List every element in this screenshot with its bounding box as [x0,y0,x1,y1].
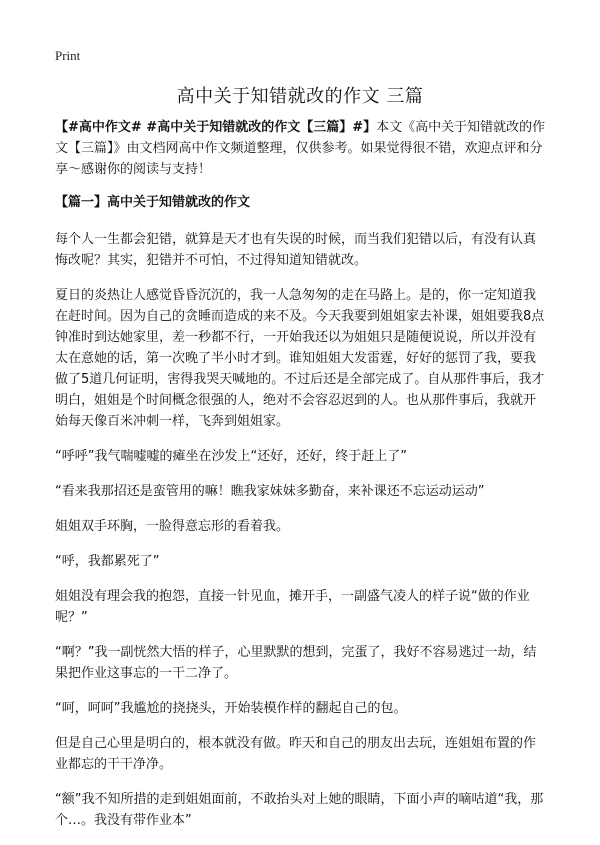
paragraph: “看来我那招还是蛮管用的嘛！瞧我家妹妹多勤奋，来补课还不忘运动运动” [55,484,485,499]
paragraph: 姐姐没有理会我的抱怨，直接一针见血，摊开手，一副盛气凌人的样子说“做的作业呢？” [55,589,530,625]
paragraph: “啊？”我一副恍然大悟的样子，心里默默的想到，完蛋了，我好不容易逃过一劫，结果把作业这事忘的一干二净了。 [55,645,537,681]
paragraph: 但是自己心里是明白的，根本就没有做。昨天和自己的朋友出去玩，连姐姐布置的作业都忘的干干净净。 [55,736,537,772]
paragraph: 每个人一生都会犯错，就算是天才也有失误的时候，而当我们犯错以后，有没有认真悔改呢？其实，犯错并不可怕，不过得知道知错就改。 [55,232,537,268]
paragraph: “呵，呵呵”我尴尬的挠挠头，开始装模作样的翻起自己的包。 [55,701,407,716]
print-link[interactable]: Print [55,48,81,63]
page-title: 高中关于知错就改的作文 三篇 [176,86,424,107]
paragraph: 夏日的炎热让人感觉昏昏沉沉的，我一人急匆匆的走在马路上。是的，你一定知道我在赶时间。因为自己的贪睡而造成的来不及。今天我要到姐姐家去补课，姐姐要我8点钟准时到达她家里，差一秒都不行，一开始我还以为姐姐只是随便说说，所以并没有太在意她的话，第一次晚了半小时才到。谁知姐姐大发雷霆，好好的惩罚了我，要我做了5道几何证明，害得我哭天喊地的。不过后还是全部完成了。自从那件事后，我才明白，姐姐是个时间概念很强的人，绝对不会容忍迟到的人。也从那件事后，我就开始每天像百米冲刺一样，飞奔到姐姐家。 [55,288,545,429]
paragraph: 姐姐双手环胸，一脸得意忘形的看着我。 [55,519,290,534]
paragraph: “额”我不知所措的走到姐姐面前，不敢抬头对上她的眼睛，下面小声的嘀咕道“我，那个…。我没有带作业本” [55,792,544,828]
section-heading: 【篇一】高中关于知错就改的作文 [55,195,251,210]
article-body [55,117,547,845]
intro-paragraph [55,117,547,180]
paragraph: “呼，我都累死了” [55,554,160,569]
intro-text: 本文《高中关于知错就改的作文【三篇】》由文档网高中作文频道整理，仅供参考。如果觉得很不错，欢迎点评和分享～感谢你的阅读与支持！ [55,120,546,177]
paragraph: “呼呼”我气喘嘘嘘的瘫坐在沙发上“还好，还好，终于赶上了” [55,449,407,464]
intro-tags: 【#高中作文# #高中关于知错就改的作文【三篇】#】 [55,120,377,135]
